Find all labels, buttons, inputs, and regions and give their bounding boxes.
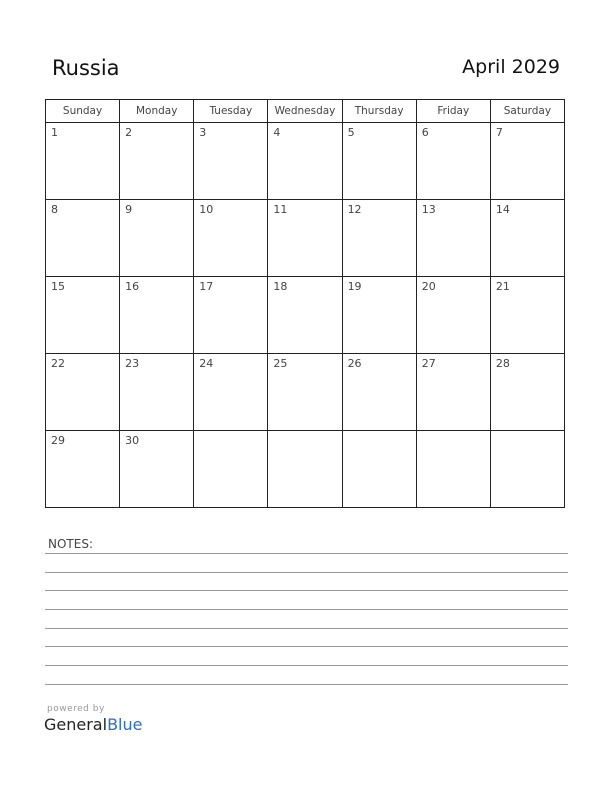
day-number: 16 (125, 280, 140, 293)
day-cell (46, 123, 120, 200)
day-cell (342, 354, 416, 431)
day-number (194, 431, 267, 434)
day-number: 22 (51, 357, 65, 370)
day-number (343, 431, 416, 434)
day-cell (268, 277, 342, 354)
day-cell (342, 431, 416, 508)
day-cell (120, 123, 194, 200)
weekday-header-row (46, 100, 565, 123)
day-number: 29 (51, 434, 65, 447)
calendar-grid (45, 99, 565, 508)
day-number: 2 (125, 126, 133, 139)
day-cell (268, 354, 342, 431)
day-number: 20 (421, 280, 436, 293)
day-cell (490, 277, 564, 354)
note-line (45, 572, 568, 573)
day-number: 30 (125, 434, 140, 447)
day-number: 23 (125, 357, 140, 370)
day-cell (194, 431, 268, 508)
day-number: 7 (495, 126, 503, 139)
day-number: 6 (421, 126, 429, 139)
day-cell (268, 123, 342, 200)
day-cell (120, 200, 194, 277)
day-cell (194, 200, 268, 277)
week-row (46, 431, 565, 508)
brand-name (44, 715, 142, 734)
day-cell (416, 123, 490, 200)
day-cell (46, 200, 120, 277)
day-number: 19 (347, 280, 362, 293)
day-cell (416, 431, 490, 508)
day-number (417, 431, 490, 434)
day-number: 3 (199, 126, 207, 139)
day-number: 24 (199, 357, 214, 370)
day-cell (490, 431, 564, 508)
day-cell (194, 123, 268, 200)
day-cell (342, 277, 416, 354)
day-cell (194, 277, 268, 354)
day-cell (342, 123, 416, 200)
brand-blue-text: Blue (107, 715, 143, 734)
weekday-tuesday: Tuesday (194, 100, 268, 123)
weekday-sunday: Sunday (46, 100, 120, 123)
day-cell (120, 277, 194, 354)
day-cell (416, 277, 490, 354)
weekday-saturday: Saturday (490, 100, 564, 123)
day-cell (490, 354, 564, 431)
country-title: Russia (52, 56, 120, 80)
day-number: 15 (51, 280, 65, 293)
week-row (46, 123, 565, 200)
weekday-thursday: Thursday (342, 100, 416, 123)
day-number: 8 (51, 203, 58, 216)
day-number: 28 (495, 357, 510, 370)
brand-general-text: General (44, 715, 108, 734)
day-cell (120, 354, 194, 431)
day-cell (268, 431, 342, 508)
day-cell (120, 431, 194, 508)
weekday-monday: Monday (120, 100, 194, 123)
day-number: 5 (347, 126, 355, 139)
day-number: 18 (273, 280, 288, 293)
day-cell (46, 354, 120, 431)
note-line (45, 609, 568, 610)
day-number: 17 (199, 280, 214, 293)
note-line (45, 628, 568, 629)
day-number: 26 (347, 357, 362, 370)
notes-label: NOTES: (48, 537, 93, 551)
day-cell (416, 200, 490, 277)
day-cell (490, 200, 564, 277)
day-number: 14 (495, 203, 510, 216)
weekday-wednesday: Wednesday (268, 100, 342, 123)
day-cell (46, 277, 120, 354)
note-line (45, 646, 568, 647)
note-line (45, 684, 568, 685)
day-number: 13 (421, 203, 436, 216)
day-number: 9 (125, 203, 133, 216)
day-number: 25 (273, 357, 288, 370)
note-line (45, 553, 568, 554)
day-number: 11 (273, 203, 288, 216)
day-number (268, 431, 341, 434)
day-number: 4 (273, 126, 281, 139)
week-row (46, 354, 565, 431)
note-line (45, 665, 568, 666)
generalblue-logo (44, 704, 142, 734)
day-number: 12 (347, 203, 362, 216)
week-row (46, 277, 565, 354)
month-year-label: April 2029 (462, 56, 560, 78)
day-cell (342, 200, 416, 277)
day-number (491, 431, 564, 434)
note-line (45, 590, 568, 591)
day-number: 21 (495, 280, 510, 293)
day-cell (194, 354, 268, 431)
day-cell (416, 354, 490, 431)
day-number: 27 (421, 357, 436, 370)
day-number: 1 (51, 126, 58, 139)
day-cell (268, 200, 342, 277)
powered-by-text: powered by (47, 704, 105, 714)
day-number: 10 (199, 203, 214, 216)
day-cell (46, 431, 120, 508)
day-cell (490, 123, 564, 200)
week-row (46, 200, 565, 277)
weekday-friday: Friday (416, 100, 490, 123)
